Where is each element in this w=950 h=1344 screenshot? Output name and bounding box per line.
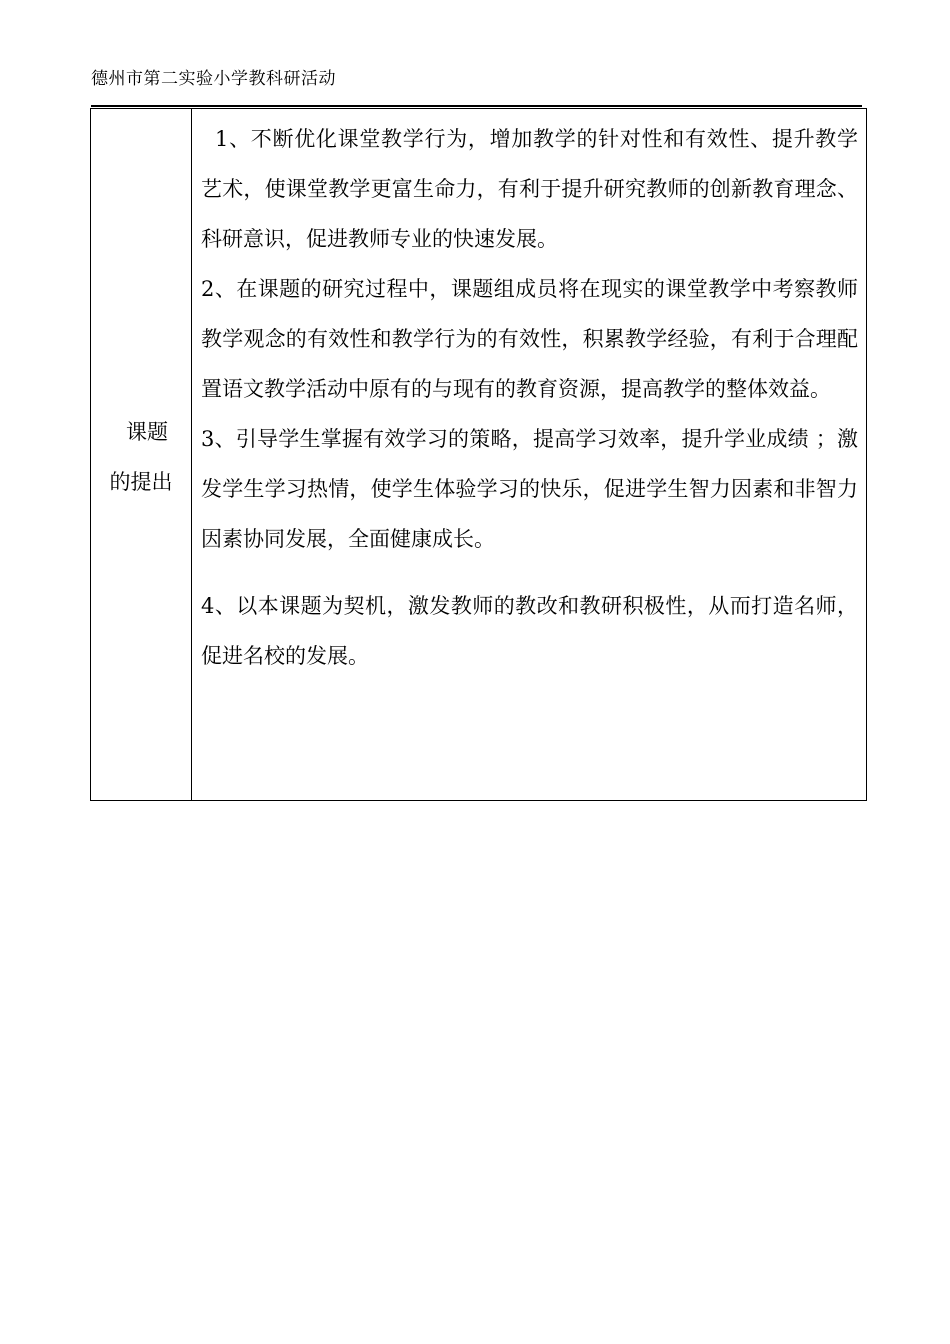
row-label [91,407,191,507]
label-cell [91,109,192,800]
content-table [90,108,867,801]
paragraph-2: 2、在课题的研究过程中，课题组成员将在现实的课堂教学中考察教师教学观念的有效性和教学行为的有效性，积累教学经验，有利于合理配置语文教学活动中原有的与现有的教育资源，提高教学的整体效益。 [201,277,858,401]
paragraph-1: 1、不断优化课堂教学行为，增加教学的针对性和有效性、提升教学艺术，使课堂教学更富生命力，有利于提升研究教师的创新教育理念、科研意识，促进教师专业的快速发展。 [201,127,858,251]
content-cell [192,109,866,800]
row-label-line-1: 课题 [126,420,168,444]
header-rule [91,105,862,107]
page-header-title: 德州市第二实验小学教科研活动 [91,69,336,89]
row-label-line-2: 的提出 [109,470,173,494]
paragraph-3: 3、引导学生掌握有效学习的策略，提高学习效率，提升学业成绩 ；激发学生学习热情，使学生体验学习的快乐，促进学生智力因素和非智力因素协同发展，全面健康成长。 [201,427,858,551]
paragraph-4: 4、以本课题为契机，激发教师的教改和教研积极性，从而打造名师，促进名校的发展。 [201,594,858,668]
